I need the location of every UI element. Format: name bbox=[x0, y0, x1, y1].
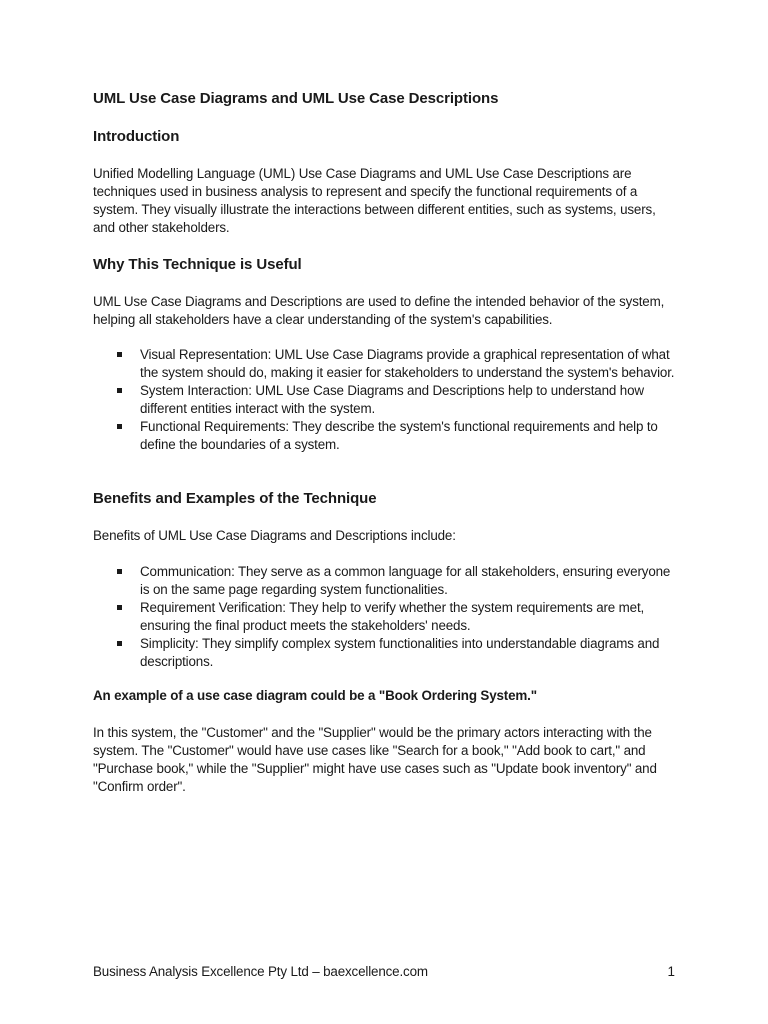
bullet-icon bbox=[117, 569, 122, 574]
list-item bbox=[93, 635, 683, 671]
bullet-icon bbox=[117, 388, 122, 393]
why-useful-bullet-list bbox=[93, 346, 683, 454]
list-item-text: System Interaction: UML Use Case Diagrams and Descriptions help to understand how different entities interact with the system. bbox=[140, 383, 644, 416]
list-item-text: Requirement Verification: They help to verify whether the system requirements are met, ensuring the final product meets the stakeholders' needs. bbox=[140, 600, 645, 633]
list-item bbox=[93, 599, 683, 635]
benefits-paragraph: Benefits of UML Use Case Diagrams and Descriptions include: bbox=[93, 528, 456, 543]
list-item bbox=[93, 563, 683, 599]
list-item-text: Visual Representation: UML Use Case Diagrams provide a graphical representation of what the system should do, making it easier for stakeholders to understand the system's behavior. bbox=[140, 347, 675, 380]
introduction-heading: Introduction bbox=[93, 128, 180, 145]
bullet-icon bbox=[117, 352, 122, 357]
bullet-icon bbox=[117, 605, 122, 610]
example-heading: An example of a use case diagram could be a "Book Ordering System." bbox=[93, 688, 537, 703]
list-item bbox=[93, 418, 683, 454]
why-useful-paragraph: UML Use Case Diagrams and Descriptions are used to define the intended behavior of the system, helping all stakeholders have a clear understanding of the system's capabilities. bbox=[93, 294, 665, 327]
example-paragraph: In this system, the "Customer" and the "Supplier" would be the primary actors interacting with the system. The "Customer" would have use cases like "Search for a book," "Add book to cart," and "Purchase book," while the "Supplier" might have use cases such as "Update book inventory" and "Confirm order". bbox=[93, 725, 657, 794]
list-item-text: Simplicity: They simplify complex system functionalities into understandable diagrams and descriptions. bbox=[140, 636, 660, 669]
list-item-text: Communication: They serve as a common language for all stakeholders, ensuring everyone is on the same page regarding system functionalities. bbox=[140, 564, 671, 597]
bullet-icon bbox=[117, 424, 122, 429]
why-useful-heading: Why This Technique is Useful bbox=[93, 256, 302, 273]
benefits-heading: Benefits and Examples of the Technique bbox=[93, 490, 377, 507]
list-item bbox=[93, 346, 683, 382]
list-item bbox=[93, 382, 683, 418]
footer-page-number: 1 bbox=[667, 964, 675, 979]
bullet-icon bbox=[117, 641, 122, 646]
list-item-text: Functional Requirements: They describe the system's functional requirements and help to define the boundaries of a system. bbox=[140, 419, 658, 452]
benefits-bullet-list bbox=[93, 563, 683, 671]
document-title: UML Use Case Diagrams and UML Use Case Descriptions bbox=[93, 90, 499, 107]
footer-company: Business Analysis Excellence Pty Ltd – baexcellence.com bbox=[93, 964, 428, 979]
introduction-paragraph: Unified Modelling Language (UML) Use Case Diagrams and UML Use Case Descriptions are techniques used in business analysis to represent and specify the functional requirements of a system. They visually illustrate the interactions between different entities, such as systems, users, and other stakeholders. bbox=[93, 166, 656, 235]
